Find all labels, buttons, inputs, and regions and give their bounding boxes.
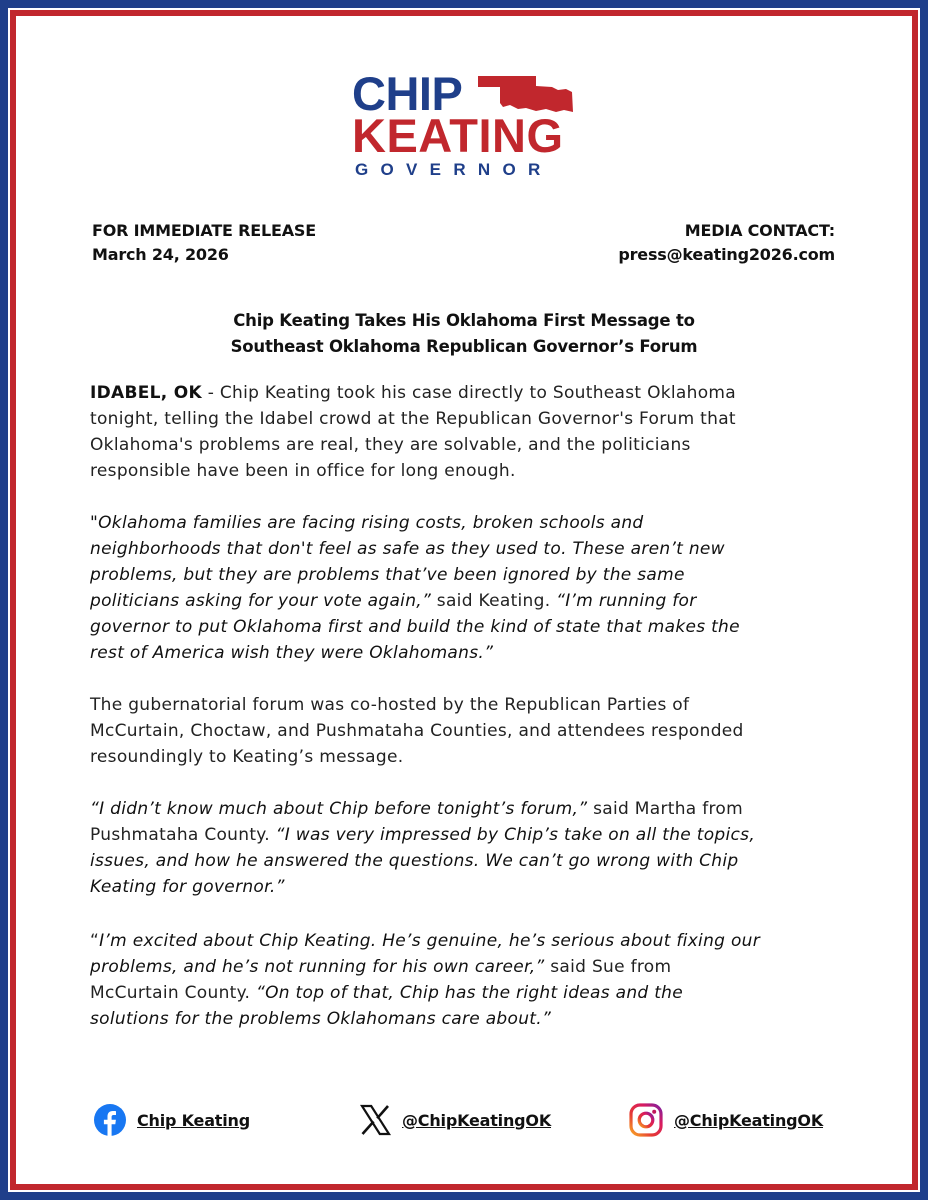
quote-text: "Oklahoma families are facing rising costs, broken schools and xyxy=(90,513,644,533)
attribution: said Keating. xyxy=(431,591,557,611)
contact-label: MEDIA CONTACT: xyxy=(684,221,835,240)
instagram-link[interactable] xyxy=(628,1100,823,1140)
text-line: responsible have been in office for long enough. xyxy=(90,461,516,481)
paragraph-martha-quote xyxy=(90,796,850,900)
text-line: Oklahoma's problems are real, they are solvable, and the politicians xyxy=(90,435,691,455)
release-date: March 24, 2026 xyxy=(92,245,229,264)
facebook-label[interactable]: Chip Keating xyxy=(137,1110,250,1130)
paragraph-intro xyxy=(90,380,850,484)
x-icon xyxy=(358,1103,392,1137)
quote-mark: “ xyxy=(90,931,100,951)
attribution: said Sue from xyxy=(544,957,672,977)
instagram-icon xyxy=(628,1102,664,1138)
quote-text: neighborhoods that don't feel as safe as they used to. These aren’t new xyxy=(90,539,725,559)
quote-text: Keating for governor.” xyxy=(90,877,285,897)
text-line: tonight, telling the Idabel crowd at the Republican Governor's Forum that xyxy=(90,409,736,429)
quote-text: “I’m running for xyxy=(556,591,697,611)
quote-text: solutions for the problems Oklahomans care about.” xyxy=(90,1009,552,1029)
quote-text: “On top of that, Chip has the right ideas and the xyxy=(255,983,684,1003)
text-line: resoundingly to Keating’s message. xyxy=(90,747,404,767)
x-link[interactable] xyxy=(358,1100,551,1140)
quote-text: “I was very impressed by Chip’s take on all the topics, xyxy=(275,825,756,845)
quote-text: I’m excited about Chip Keating. He’s genuine, he’s serious about fixing our xyxy=(99,931,761,951)
logo-keating: KEATING xyxy=(352,109,564,162)
dateline: IDABEL, OK xyxy=(90,383,202,403)
quote-text: problems, and he’s not running for his own career,” xyxy=(90,957,545,977)
headline xyxy=(140,308,788,360)
paragraph-forum xyxy=(90,692,850,770)
campaign-logo xyxy=(352,67,582,182)
quote-text: governor to put Oklahoma first and build the kind of state that makes the xyxy=(90,617,740,637)
x-label[interactable]: @ChipKeatingOK xyxy=(402,1110,552,1130)
instagram-label[interactable]: @ChipKeatingOK xyxy=(674,1110,824,1130)
facebook-icon xyxy=(93,1103,127,1137)
headline-line-1: Chip Keating Takes His Oklahoma First Message to xyxy=(233,311,695,330)
quote-text: “I didn’t know much about Chip before tonight’s forum,” xyxy=(90,799,588,819)
quote-text: politicians asking for your vote again,” xyxy=(90,591,432,611)
headline-line-2: Southeast Oklahoma Republican Governor’s Forum xyxy=(230,337,698,356)
logo-governor: GOVERNOR xyxy=(355,160,553,179)
oklahoma-state-icon xyxy=(476,74,574,114)
paragraph-keating-quote xyxy=(90,510,850,666)
facebook-link[interactable] xyxy=(93,1100,250,1140)
text-line: - Chip Keating took his case directly to Southeast Oklahoma xyxy=(202,383,736,403)
quote-text: problems, but they are problems that’ve been ignored by the same xyxy=(90,565,685,585)
attribution: McCurtain County. xyxy=(90,983,256,1003)
attribution: Pushmataha County. xyxy=(90,825,276,845)
quote-text: issues, and how he answered the questions. We can’t go wrong with Chip xyxy=(90,851,739,871)
social-links xyxy=(0,1100,928,1140)
paragraph-sue-quote xyxy=(90,928,850,1032)
release-info xyxy=(92,219,316,267)
attribution: said Martha from xyxy=(587,799,743,819)
quote-text: rest of America wish they were Oklahomans.” xyxy=(90,643,494,663)
text-line: McCurtain, Choctaw, and Pushmataha Counties, and attendees responded xyxy=(90,721,744,741)
text-line: The gubernatorial forum was co-hosted by the Republican Parties of xyxy=(90,695,690,715)
media-contact xyxy=(618,219,835,267)
logo-chip: CHIP xyxy=(352,67,463,120)
release-label: FOR IMMEDIATE RELEASE xyxy=(92,221,316,240)
contact-email[interactable]: press@keating2026.com xyxy=(618,245,835,264)
